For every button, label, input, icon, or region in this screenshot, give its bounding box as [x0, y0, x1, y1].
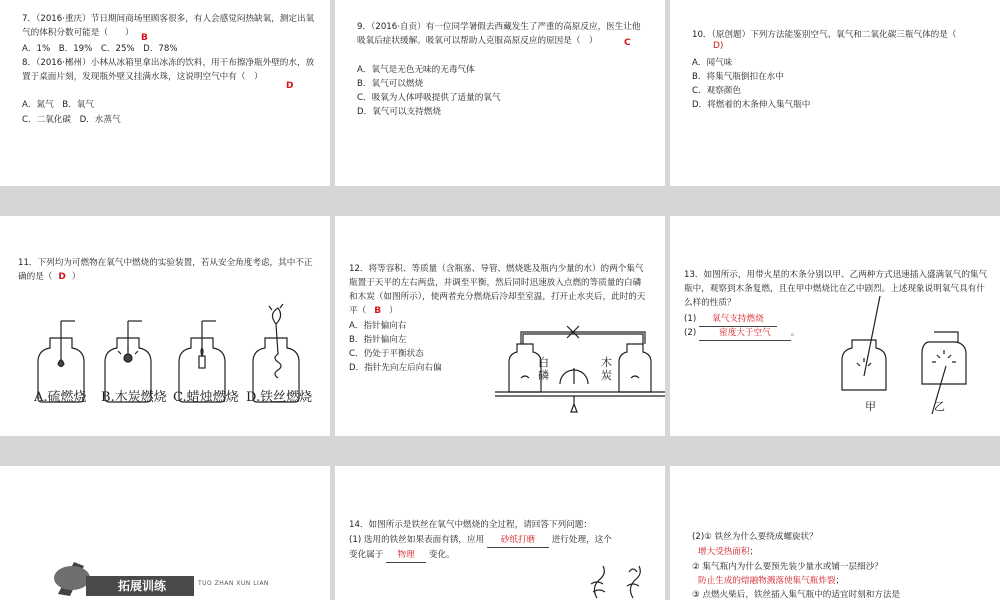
glowing-splint-figure	[670, 216, 1000, 436]
slide-q9	[335, 0, 665, 186]
option-b: B．将集气瓶倒扣在水中	[692, 72, 784, 82]
label-yi: 乙	[934, 400, 945, 413]
answer-2-1-line: 增大受热面积；	[698, 547, 759, 557]
iron-wire-burning-figure	[335, 466, 665, 600]
answer-q8: D	[286, 81, 294, 91]
label-candle: C.蜡烛燃烧	[173, 390, 239, 405]
question-7: 7．（2016·重庆）节日期间商场里顾客很多，有人会感觉闷热缺氧，测定出氧气的体积分数可能是（ ）	[22, 14, 315, 38]
option-a: A．氧气是无色无味的无毒气体	[357, 65, 475, 75]
question-11: 11．下列均为可燃物在氧气中燃烧的实验装置，若从安全角度考虑，其中不正确的是（ D ）	[18, 258, 313, 282]
q8-options-cd: C．二氧化碳 D．水蒸气	[22, 115, 121, 125]
option-c: C．仍处于平衡状态	[349, 349, 424, 359]
slide-q14-continued	[670, 466, 1000, 600]
label-sulfur: A.硫燃烧	[34, 390, 87, 405]
slide-q11	[0, 216, 330, 436]
option-b: B．指针偏向左	[349, 335, 407, 345]
option-c: C．观察颜色	[692, 86, 741, 96]
option-d: D．将燃着的木条伸入集气瓶中	[692, 100, 811, 110]
slide-q10	[670, 0, 1000, 186]
question-9: 9．（2016·自贡）有一位同学暑假去西藏发生了严重的高原反应，医生让他吸氧后症状缓解。吸氧可以帮助人克服高原反应的原因是（ ）	[357, 22, 641, 46]
answer-prevent-crack: 防止生成的熔融物溅落使集气瓶炸裂	[698, 576, 836, 586]
banner-pinyin: TUO ZHAN XUN LIAN	[198, 580, 269, 587]
option-a: A．闻气味	[692, 58, 733, 68]
slide-q14	[335, 466, 665, 600]
q13-answer-2: (2) 密度大于空气 。	[684, 326, 800, 341]
question-13: 13．如图所示，用带火星的木条分别以甲、乙两种方式迅速插入盛满氧气的集气瓶中，观察到木条复燃，且在甲中燃烧比在乙中剧烈。上述现象说明氧气具有什么样的性质？	[684, 270, 988, 308]
q10-options	[692, 56, 810, 112]
banner-title: 拓展训练	[118, 579, 167, 593]
answer-sandpaper: 砂纸打磨	[487, 533, 549, 548]
answer-physical: 物理	[386, 548, 426, 563]
answer-increase-area: 增大受热面积	[698, 547, 750, 557]
answer-q13-2: 密度大于空气	[699, 326, 791, 341]
answer-q12: B	[374, 306, 382, 316]
slide-extension-training	[0, 466, 330, 600]
q14-line-2: 变化属于 物理 变化。	[349, 548, 455, 563]
answer-q13-1: 氧气支持燃烧	[699, 312, 777, 327]
answer-q11: D	[58, 272, 66, 282]
q8-options-ab: A．氮气 B．氧气	[22, 100, 94, 110]
answer-2-2-line: 防止生成的熔融物溅落使集气瓶炸裂；	[698, 576, 845, 586]
answer-q10: D)	[713, 41, 724, 51]
option-d: D．指针先向左后向右偏	[349, 363, 442, 373]
label-white-phosphorus: 白磷	[538, 356, 549, 382]
question-2-3: ③ 点燃火柴后，铁丝插入集气瓶中的适宜时刻和方法是	[692, 590, 901, 600]
label-iron-wire: D.铁丝燃烧	[246, 390, 313, 405]
label-charcoal: 木炭	[601, 356, 612, 382]
question-2-2: ② 集气瓶内为什么要预先装少量水或铺一层细沙？	[692, 562, 883, 572]
q7-options: A．1% B．19% C．25% D．78%	[22, 44, 178, 54]
q13-answer-1: (1) 氧气支持燃烧	[684, 312, 777, 327]
answer-q7: B	[141, 33, 148, 43]
answer-q9: C	[624, 38, 631, 48]
question-2-1: (2)① 铁丝为什么要绕成螺旋状？	[692, 532, 818, 542]
option-b: B．氧气可以燃烧	[357, 79, 424, 89]
balance-apparatus-figure	[335, 216, 665, 436]
question-10: 10．（原创题）下列方法能鉴别空气、氧气和二氧化碳三瓶气体的是（	[692, 30, 957, 40]
q14-line-1: (1) 选用的铁丝如果表面有锈，应用 砂纸打磨 进行处理，这个	[349, 533, 655, 548]
slide-q13	[670, 216, 1000, 436]
label-jia: 甲	[865, 400, 876, 413]
slide-q7-q8	[0, 0, 330, 186]
q9-options	[357, 63, 501, 119]
option-c: C．吸氧为人体呼吸提供了适量的氧气	[357, 93, 501, 103]
option-d: D．氧气可以支持燃烧	[357, 107, 441, 117]
label-charcoal: B.木炭燃烧	[101, 390, 167, 405]
question-14: 14．如图所示是铁丝在氧气中燃烧的全过程，请回答下列问题：	[349, 520, 592, 530]
option-a: A．指针偏向右	[349, 321, 407, 331]
question-8: 8．（2016·郴州）小林从冰箱里拿出冰冻的饮料，用干布擦净瓶外壁的水，放置于桌面片刻，发现瓶外壁又挂满水珠，这说明空气中有（ ）	[22, 58, 315, 82]
slide-q12	[335, 216, 665, 436]
question-12: 12．将等容积、等质量（含瓶塞、导管、燃烧匙及瓶内少量的水）的两个集气瓶置于天平的左右两盘，并调至平衡，然后同时迅速放入点燃的等质量的白磷和木炭（如图所示），使两者充分燃烧后冷却至室温，打开止水夹后，此时的天平（ B ）	[349, 264, 646, 316]
